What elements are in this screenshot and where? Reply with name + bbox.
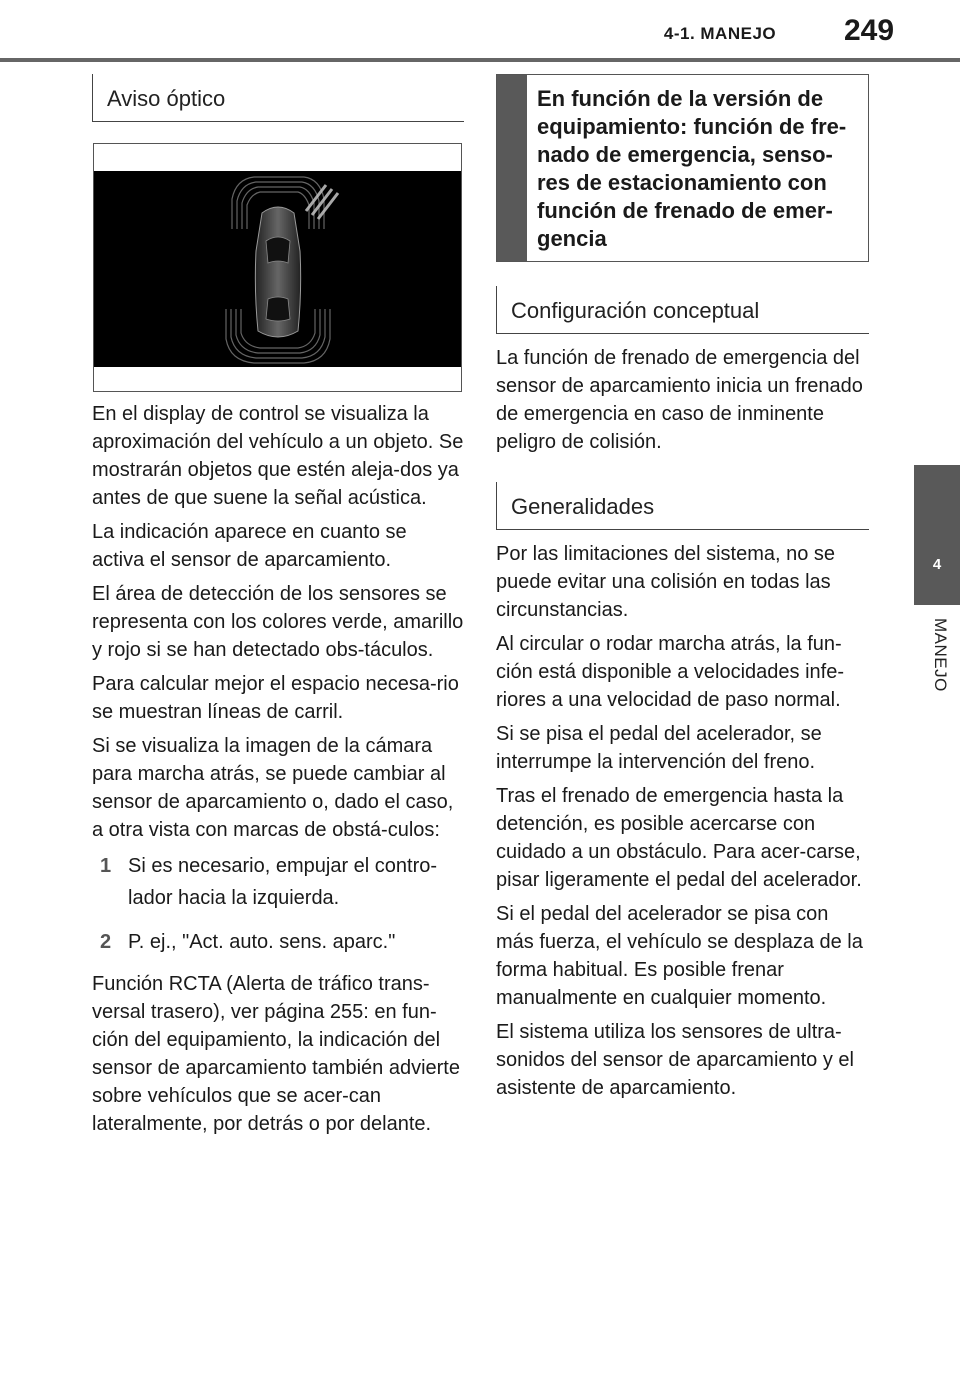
right-column-text	[496, 540, 869, 1108]
paragraph: Al circular o rodar marcha atrás, la fun-ción está disponible a velocidades infe-riores a una velocidad de paso normal.	[496, 633, 844, 711]
step-number: 2	[100, 931, 112, 953]
parking-sensor-figure	[93, 143, 462, 392]
feature-box	[496, 74, 869, 262]
header-rule	[0, 58, 960, 62]
parking-display-illustration	[94, 171, 461, 367]
chapter-label: MANEJO	[931, 618, 950, 692]
paragraph: Para calcular mejor el espacio necesa-rio se muestran líneas de carril.	[92, 673, 459, 723]
heading-generalidades	[496, 482, 869, 530]
heading-configuracion	[496, 286, 869, 334]
chapter-number: 4	[932, 556, 942, 573]
paragraph: Si el pedal del acelerador se pisa con más fuerza, el vehículo se desplaza de la forma habitual. Es posible frenar manualmente en cualquier momento.	[496, 903, 863, 1009]
left-column-text	[92, 400, 464, 1144]
list-item	[92, 850, 464, 914]
heading-aviso-optico	[92, 74, 464, 122]
page-number: 249	[843, 14, 895, 47]
paragraph: El área de detección de los sensores se representa con los colores verde, amarillo y rojo si se han detectado obs-táculos.	[92, 583, 464, 661]
parking-display-screen	[94, 171, 461, 367]
list-item	[92, 926, 464, 958]
heading-aviso-optico-text: Aviso óptico	[107, 86, 226, 111]
paragraph-rcta: Función RCTA (Alerta de tráfico trans-versal trasero), ver página 255: en fun-ción del equipamiento, la indicación del sensor de aparcamiento también advierte sobre vehículos que se acer-can lateralmente, por detrás o por delante.	[92, 973, 460, 1135]
step-number: 1	[100, 855, 112, 877]
heading-generalidades-text: Generalidades	[511, 494, 655, 519]
paragraph: Si se pisa el pedal del acelerador, se interrumpe la intervención del freno.	[496, 723, 822, 773]
paragraph: Tras el frenado de emergencia hasta la detención, es posible acercarse con cuidado a un obstáculo. Para acer-carse, pisar ligeramente el pedal del acelerador.	[496, 785, 862, 891]
step-text: Si es necesario, empujar el contro-lador hacia la izquierda.	[128, 855, 438, 909]
feature-box-bar	[497, 75, 527, 261]
paragraph: La indicación aparece en cuanto se activa el sensor de aparcamiento.	[92, 521, 407, 571]
step-list	[92, 850, 464, 958]
section-title: 4-1. MANEJO	[663, 24, 777, 43]
paragraph: Por las limitaciones del sistema, no se puede evitar una colisión en todas las circunstancias.	[496, 543, 836, 621]
chapter-tab	[914, 465, 960, 605]
step-text: P. ej., "Act. auto. sens. aparc."	[128, 931, 396, 953]
right-intro-text	[496, 344, 869, 462]
paragraph: El sistema utiliza los sensores de ultra-sonidos del sensor de aparcamiento y el asistente de aparcamiento.	[496, 1021, 854, 1099]
feature-box-title: En función de la versión de equipamiento: función de fre-nado de emergencia, senso-res de estacionamiento con función de frenado de emer-gencia	[537, 86, 847, 251]
heading-configuracion-text: Configuración conceptual	[511, 298, 760, 323]
paragraph: En el display de control se visualiza la aproximación del vehículo a un objeto. Se mostrarán objetos que estén aleja-dos ya antes de que suene la señal acústica.	[92, 403, 464, 509]
paragraph: Si se visualiza la imagen de la cámara para marcha atrás, se puede cambiar al sensor de aparcamiento o, dado el caso, a otra vista con marcas de obstá-culos:	[92, 735, 454, 841]
paragraph: La función de frenado de emergencia del sensor de aparcamiento inicia un frenado de emergencia en caso de inminente peligro de colisión.	[496, 347, 863, 453]
